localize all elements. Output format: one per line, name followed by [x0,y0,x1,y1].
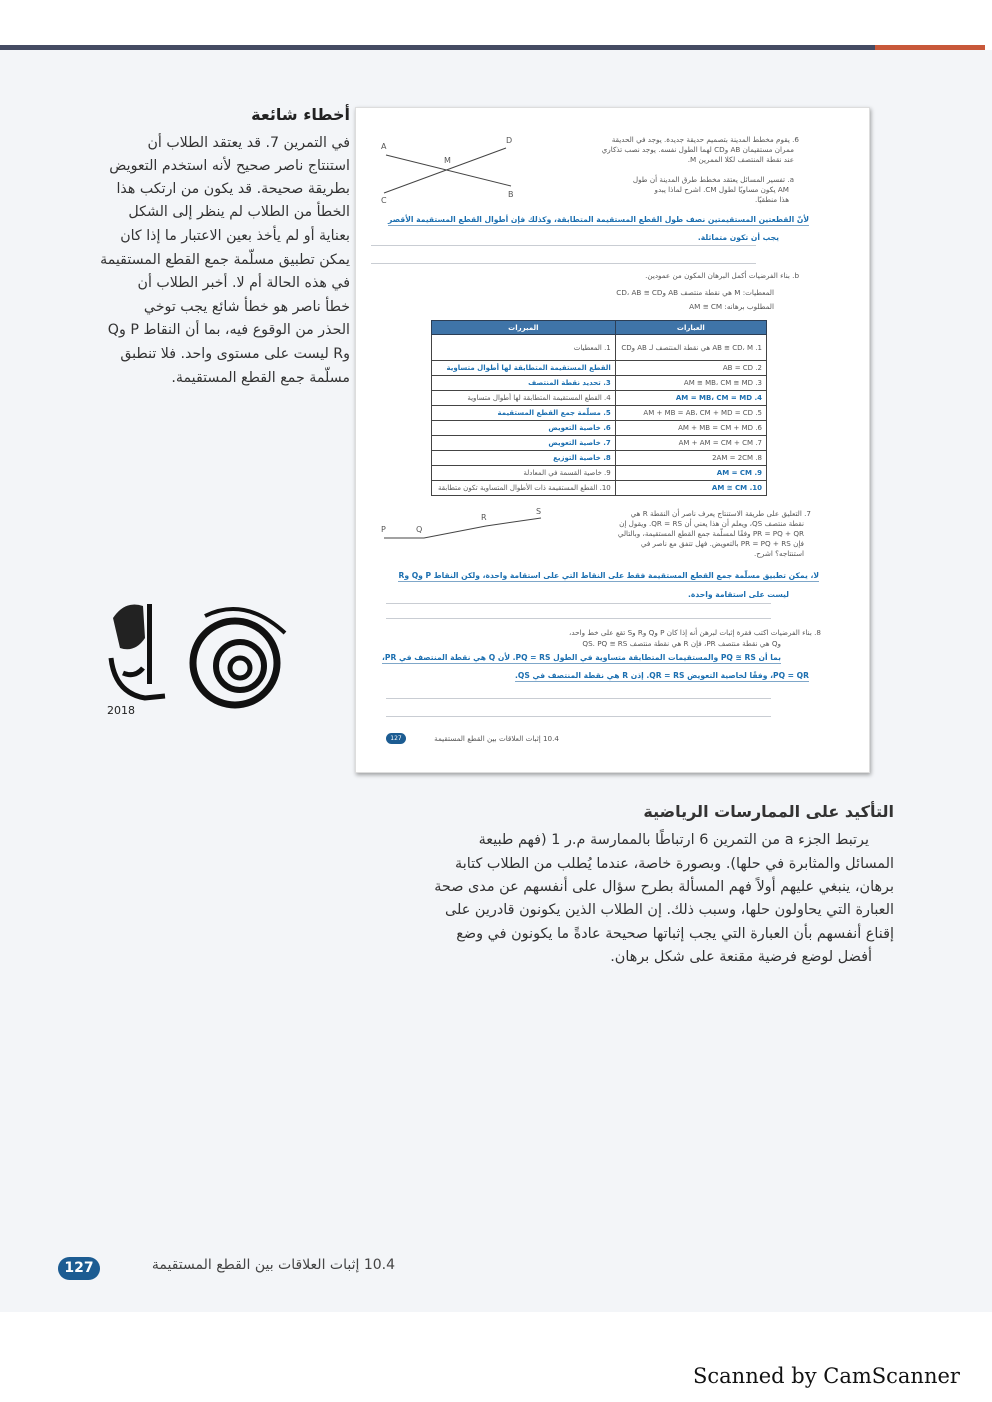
point-label: P [381,525,386,534]
exercise-7-text: PR = PQ + QR وفقًا لمسلّمة جمع القطع المستقيمة، وبالتالي [617,529,804,538]
two-column-proof-table [431,320,767,496]
exercise-7-text: نقطة منتصف QS، ويعلم أن هذا يعني أن QR = RS. ويقول إن [619,519,804,528]
exercise-7-text: فإن PR = PQ + RS بالتعويض. فهل تتفق مع ناصر في [640,539,804,548]
text-line: المسائل والمثابرة في حلها). وبصورة خاصة، عندما يُطلب من الطلاب كتابة [455,856,894,872]
intersecting-segments-figure [376,133,521,203]
student-page-thumbnail [355,107,870,773]
point-label: S [536,507,542,516]
point-label: D [506,136,513,145]
answer-text: يجب أن تكون متماثلة. [697,233,779,242]
answer-text: بما أن PQ ≅ RS والمستقيمات المتطابقة متساوية في الطول PQ = RS. لأن Q هي نقطة المنتصف في PR، [381,653,781,662]
table-header: العبارات [615,321,766,335]
exercise-6b-text: b. بناء الفرضيات أكمل البرهان المكون من عمودين. [645,271,799,280]
exercise-7-text: 7. التعليق على طريقة الاستنتاج يعرف ناصر أن النقطة R هي [630,509,811,518]
text-line: أفضل لوضع فرضية مقنعة على شكل برهان. [610,949,872,965]
inner-page-footer: 10.4 إثبات العلاقات بين القطع المستقيمة [434,734,559,743]
table-row: 8. 2AM = 2CM 8. خاصية التوزيع [432,451,767,466]
exercise-6a-text: هذا منطقيًا. [754,195,789,204]
exercise-6-text: عند نقطة المنتصف لكلا الممرين M. [687,155,794,164]
point-label: R [481,513,487,522]
table-row: 1. AB ≅ CD، M هي نقطة المنتصف لـ AB وCD 1. المعطيات [432,335,767,361]
table-row: 4. AM = MB، CM = MD 4. القطع المستقيمة المتطابقة لها أطوال متساوية [432,391,767,406]
text-line: الحذر من الوقوع فيه، بما أن النقاط P وQ [107,322,350,338]
table-row: 10. AM ≅ CM 10. القطع المستقيمة ذات الأطوال المتساوية تكون متطابقة [432,481,767,496]
table-row: 9. AM = CM 9. خاصية القسمة في المعادلة [432,466,767,481]
prove-text: المطلوب برهانه: AM ≅ CM [689,302,774,311]
text-line: العبارة التي يحاولون حلها، وسبب ذلك. إن الطلاب الذين يكونون قادرين على [445,902,894,918]
exercise-6a-text: a. تفسير المسائل يعتقد مخطط طرق المدينة أن طول [632,175,794,184]
answer-text: لا، يمكن تطبيق مسلّمة جمع القطع المستقيمة فقط على النقاط التي على استقامة واحدة، ولكن النقاط P وQ وR [398,571,819,580]
table-row: 5. AM + MB = AB، CM + MD = CD 5. مسلّمة جمع القطع المستقيمة [432,406,767,421]
text-line: إقناع أنفسهم بأن العبارة التي يجب إثباتها صحيحة عادةً ما يكونون في وضع [456,926,894,942]
zayed-year-logo [105,598,175,718]
text-line: استنتاج ناصر صحيح لأنه استخدم التعويض [109,158,350,174]
text-line: بطريقة صحيحة. قد يكون من ارتكب هذا [116,181,350,197]
point-label: A [381,142,387,151]
table-row: 3. AM ≅ MB، CM ≅ MD 3. تحديد نقطة المنتصف [432,376,767,391]
answer-text: ليست على استقامة واحدة. [688,590,789,599]
table-row: 6. AM + MB = CM + MD 6. خاصية التعويض [432,421,767,436]
exercise-8-text: وQ هي نقطة منتصف PR، فإن R هي نقطة منتصف QS. PQ ≅ RS [582,639,781,648]
inner-page-badge: 127 [386,733,406,744]
answer-text: لأنّ القطعتين المستقيمتين نصف طول القطع المستقيمة المتطابقة، وكذلك فإن أطوال القطع المستقيمة الأقصر [388,215,809,224]
given-text: المعطيات: M هي نقطة منتصف AB وCD، AB ≅ CD [616,288,774,297]
point-label: M [444,156,451,165]
text-line: في التمرين 7. قد يعتقد الطلاب أن [147,135,350,151]
common-errors-title: أخطاء شائعة [251,105,350,124]
text-line: خطأ ناصر هو خطأ شائع يجب توخي [143,299,350,315]
fakhr-alwatan-logo [185,598,295,718]
text-line: يمكن تطبيق مسلّمة جمع القطع المستقيمة [100,252,350,268]
exercise-7-text: استنتاجه؟ اشرح. [753,549,804,558]
math-practice-title: التأكيد على الممارسات الرياضية [643,802,894,821]
text-line: الخطأ من الطلاب لم ينظر إلى الشكل [128,204,350,220]
text-line: برهان، ينبغي عليهم أولاً فهم المسألة بطرح سؤال على أنفسهم عن مدى صحة [434,879,894,895]
svg-text:2018: 2018 [107,704,135,717]
top-bar-accent [875,45,985,50]
points-pqrs-figure [376,506,546,546]
table-header: المبررات [432,321,616,335]
exercise-6-text: 6. يقوم مخطط المدينة بتصميم حديقة جديدة. يوجد في الحديقة [611,135,799,144]
table-row: 7. AM + AM = CM + CM 7. خاصية التعويض [432,436,767,451]
page-number-badge: 127 [58,1257,100,1280]
text-line: وR ليست على مستوى واحد. فلا تنطبق [120,346,350,362]
text-line: يرتبط الجزء a من التمرين 6 ارتباطًا بالممارسة م.ر 1 (فهم طبيعة [478,832,869,848]
exercise-6a-text: AM يكون مساويًا لطول CM. اشرح لماذا يبدو [654,185,789,194]
text-line: بعناية أو لم يأخذ بعين الاعتبار ما إذا كان [120,228,350,244]
top-bar [0,45,875,50]
camscanner-watermark: Scanned by CamScanner [693,1364,960,1388]
footer-lesson-title: 10.4 إثبات العلاقات بين القطع المستقيمة [151,1257,395,1273]
exercise-6-text: ممران مستقيمان AB وCD لهما الطول نفسه. يوجد نصب تذكاري [601,145,794,154]
answer-text: PQ = QR، وفقًا لخاصية التعويض QR = RS. إذن R هي نقطة المنتصف في QS. [514,671,809,680]
point-label: Q [416,525,423,534]
point-label: C [381,196,387,203]
table-row: 2. AB = CD القطع المستقيمة المتطابقة لها أطوال متساوية [432,361,767,376]
text-line: مسلّمة جمع القطع المستقيمة. [171,370,350,386]
exercise-8-text: 8. بناء الفرضيات اكتب فقرة إثبات لبرهن أنه إذا كان P وQ وR وS تقع على خط واحد، [569,628,821,637]
text-line: في هذه الحالة أم لا. أخبر الطلاب أن [137,275,350,291]
point-label: B [508,190,514,199]
